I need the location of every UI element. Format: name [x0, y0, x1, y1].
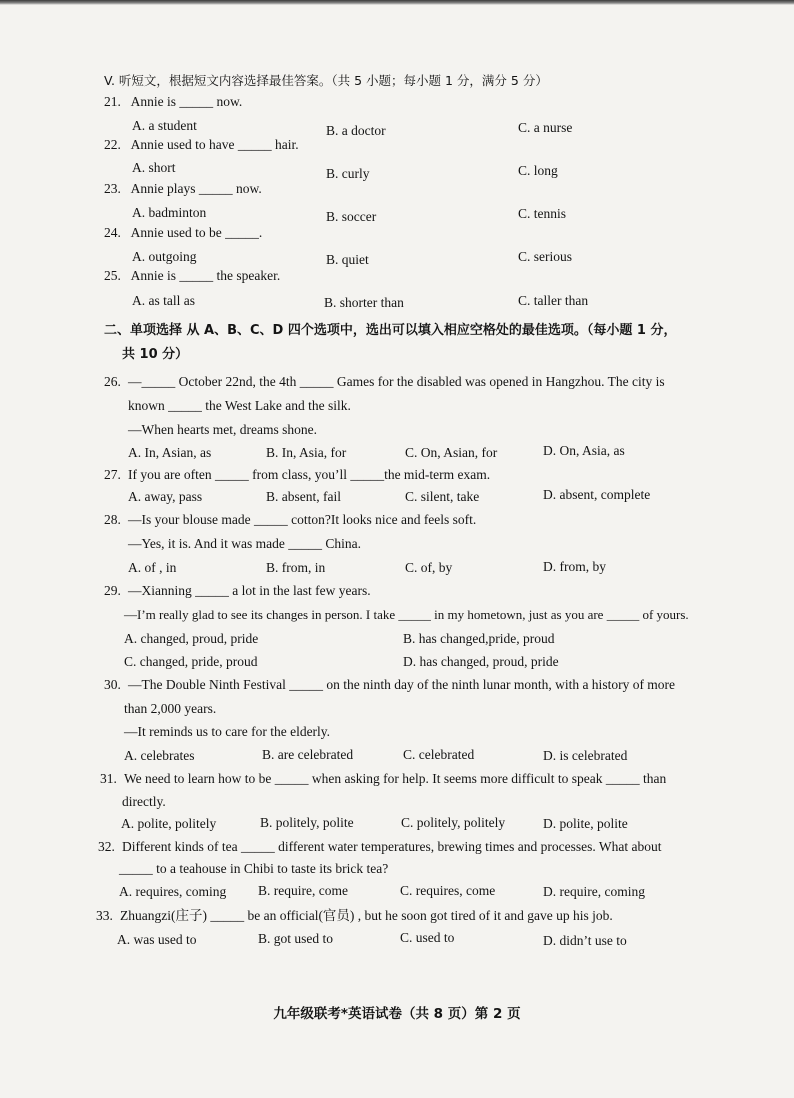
option-c: C. On, Asian, for: [405, 445, 498, 460]
option-d: D. didn’t use to: [543, 933, 627, 948]
question-23: [104, 180, 262, 198]
question-21: [104, 93, 242, 111]
option-c: C. a nurse: [518, 120, 573, 135]
question-stem: Annie plays _____ now.: [130, 181, 262, 196]
option-d: D. has changed, proud, pride: [403, 654, 559, 669]
question-line-1: —The Double Ninth Festival _____ on the ninth day of the ninth lunar month, with a history of more: [128, 677, 676, 692]
question-line-1: We need to learn how to be _____ when asking for help. It seems more difficult to speak _____ than: [124, 771, 667, 786]
option-a: A. as tall as: [132, 293, 195, 308]
question-line-1: —Xianning _____ a lot in the last few years.: [128, 583, 371, 598]
option-b: B. quiet: [326, 252, 369, 267]
part-2-heading-line-1: 二、单项选择 从 A、B、C、D 四个选项中，选出可以填入相应空格处的最佳选项。（每小题 1 分，: [104, 323, 677, 338]
option-c: C. silent, take: [405, 489, 480, 504]
question-22: [104, 136, 299, 154]
question-32: [98, 838, 661, 856]
option-d: D. absent, complete: [543, 487, 651, 502]
question-number: 27.: [104, 467, 121, 482]
question-30-line-2: than 2,000 years.: [124, 701, 217, 716]
question-26-line-2: known _____ the West Lake and the silk.: [128, 398, 351, 413]
option-a: A. polite, politely: [121, 816, 217, 831]
option-b: B. absent, fail: [266, 489, 341, 504]
question-number: 26.: [104, 374, 121, 389]
option-b: B. a doctor: [326, 123, 386, 138]
option-a: A. requires, coming: [119, 884, 227, 899]
option-a: A. away, pass: [128, 489, 203, 504]
option-d: D. is celebrated: [543, 748, 628, 763]
question-29: [104, 582, 371, 600]
question-31-line-2: directly.: [122, 794, 166, 809]
question-33: [96, 907, 613, 925]
option-b: B. soccer: [326, 209, 377, 224]
section-5-heading: V. 听短文，根据短文内容选择最佳答案。（共 5 小题；每小题 1 分，满分 5 分）: [104, 73, 548, 88]
option-c: C. politely, politely: [401, 815, 506, 830]
part-2-heading-line-2: 共 10 分）: [122, 347, 189, 362]
question-24: [104, 224, 262, 242]
option-b: B. got used to: [258, 931, 334, 946]
question-line-1: Zhuangzi(庄子) _____ be an official(官员) , but he soon got tired of it and gave up his job.: [120, 908, 613, 923]
option-b: B. curly: [326, 166, 370, 181]
question-30-line-3: —It reminds us to care for the elderly.: [124, 724, 331, 739]
question-number: 22.: [104, 137, 121, 152]
page-footer: 九年级联考*英语试卷（共 8 页）第 2 页: [273, 1006, 521, 1022]
question-number: 31.: [100, 771, 117, 786]
option-d: D. from, by: [543, 559, 606, 574]
option-a: A. short: [132, 160, 176, 175]
question-26: [104, 373, 714, 391]
option-d: D. polite, polite: [543, 816, 628, 831]
question-line-1: —_____ October 22nd, the 4th _____ Games for the disabled was opened in Hangzhou. The city is: [128, 374, 665, 389]
question-27: [104, 466, 490, 484]
question-number: 25.: [104, 268, 121, 283]
question-number: 28.: [104, 512, 121, 527]
option-a: A. In, Asian, as: [128, 445, 212, 460]
option-a: A. outgoing: [132, 249, 197, 264]
question-stem: Annie is _____ now.: [130, 94, 243, 109]
option-d: D. require, coming: [543, 884, 645, 899]
question-28-line-2: —Yes, it is. And it was made _____ China.: [128, 536, 362, 551]
option-c: C. changed, pride, proud: [124, 654, 258, 669]
question-30: [104, 676, 675, 694]
option-a: A. a student: [132, 118, 197, 133]
option-d: D. On, Asia, as: [543, 443, 625, 458]
option-c: C. tennis: [518, 206, 567, 221]
option-a: A. was used to: [117, 932, 197, 947]
option-c: C. serious: [518, 249, 572, 264]
question-25: [104, 267, 280, 285]
question-number: 29.: [104, 583, 121, 598]
option-a: A. celebrates: [124, 748, 195, 763]
option-b: B. require, come: [258, 883, 348, 898]
question-stem: Annie used to be _____.: [130, 225, 263, 240]
question-number: 24.: [104, 225, 121, 240]
question-number: 23.: [104, 181, 121, 196]
option-c: C. requires, come: [400, 883, 496, 898]
option-a: A. badminton: [132, 205, 207, 220]
option-c: C. taller than: [518, 293, 589, 308]
question-stem: Annie used to have _____ hair.: [130, 137, 299, 152]
question-line-1: If you are often _____ from class, you’ll _____the mid-term exam.: [128, 467, 491, 482]
option-c: C. of, by: [405, 560, 453, 575]
option-a: A. of , in: [128, 560, 177, 575]
question-26-line-3: —When hearts met, dreams shone.: [128, 422, 317, 437]
question-stem: Annie is _____ the speaker.: [130, 268, 281, 283]
option-b: B. politely, polite: [260, 815, 354, 830]
option-a: A. changed, proud, pride: [124, 631, 259, 646]
question-line-1: —Is your blouse made _____ cotton?It looks nice and feels soft.: [128, 512, 477, 527]
option-b: B. from, in: [266, 560, 326, 575]
question-number: 21.: [104, 94, 121, 109]
question-29-line-2: —I’m really glad to see its changes in person. I take _____ in my hometown, just as you are _____ of yours.: [124, 607, 689, 622]
option-c: C. celebrated: [403, 747, 475, 762]
question-number: 30.: [104, 677, 121, 692]
option-b: B. In, Asia, for: [266, 445, 347, 460]
option-b: B. has changed,pride, proud: [403, 631, 555, 646]
option-b: B. are celebrated: [262, 747, 354, 762]
question-line-1: Different kinds of tea _____ different water temperatures, brewing times and processes. What about: [122, 839, 662, 854]
question-number: 32.: [98, 839, 115, 854]
question-28: [104, 511, 476, 529]
question-32-line-2: _____ to a teahouse in Chibi to taste its brick tea?: [119, 861, 389, 876]
question-31: [100, 770, 666, 788]
option-b: B. shorter than: [324, 295, 404, 310]
question-number: 33.: [96, 908, 113, 923]
option-c: C. used to: [400, 930, 455, 945]
option-c: C. long: [518, 163, 558, 178]
